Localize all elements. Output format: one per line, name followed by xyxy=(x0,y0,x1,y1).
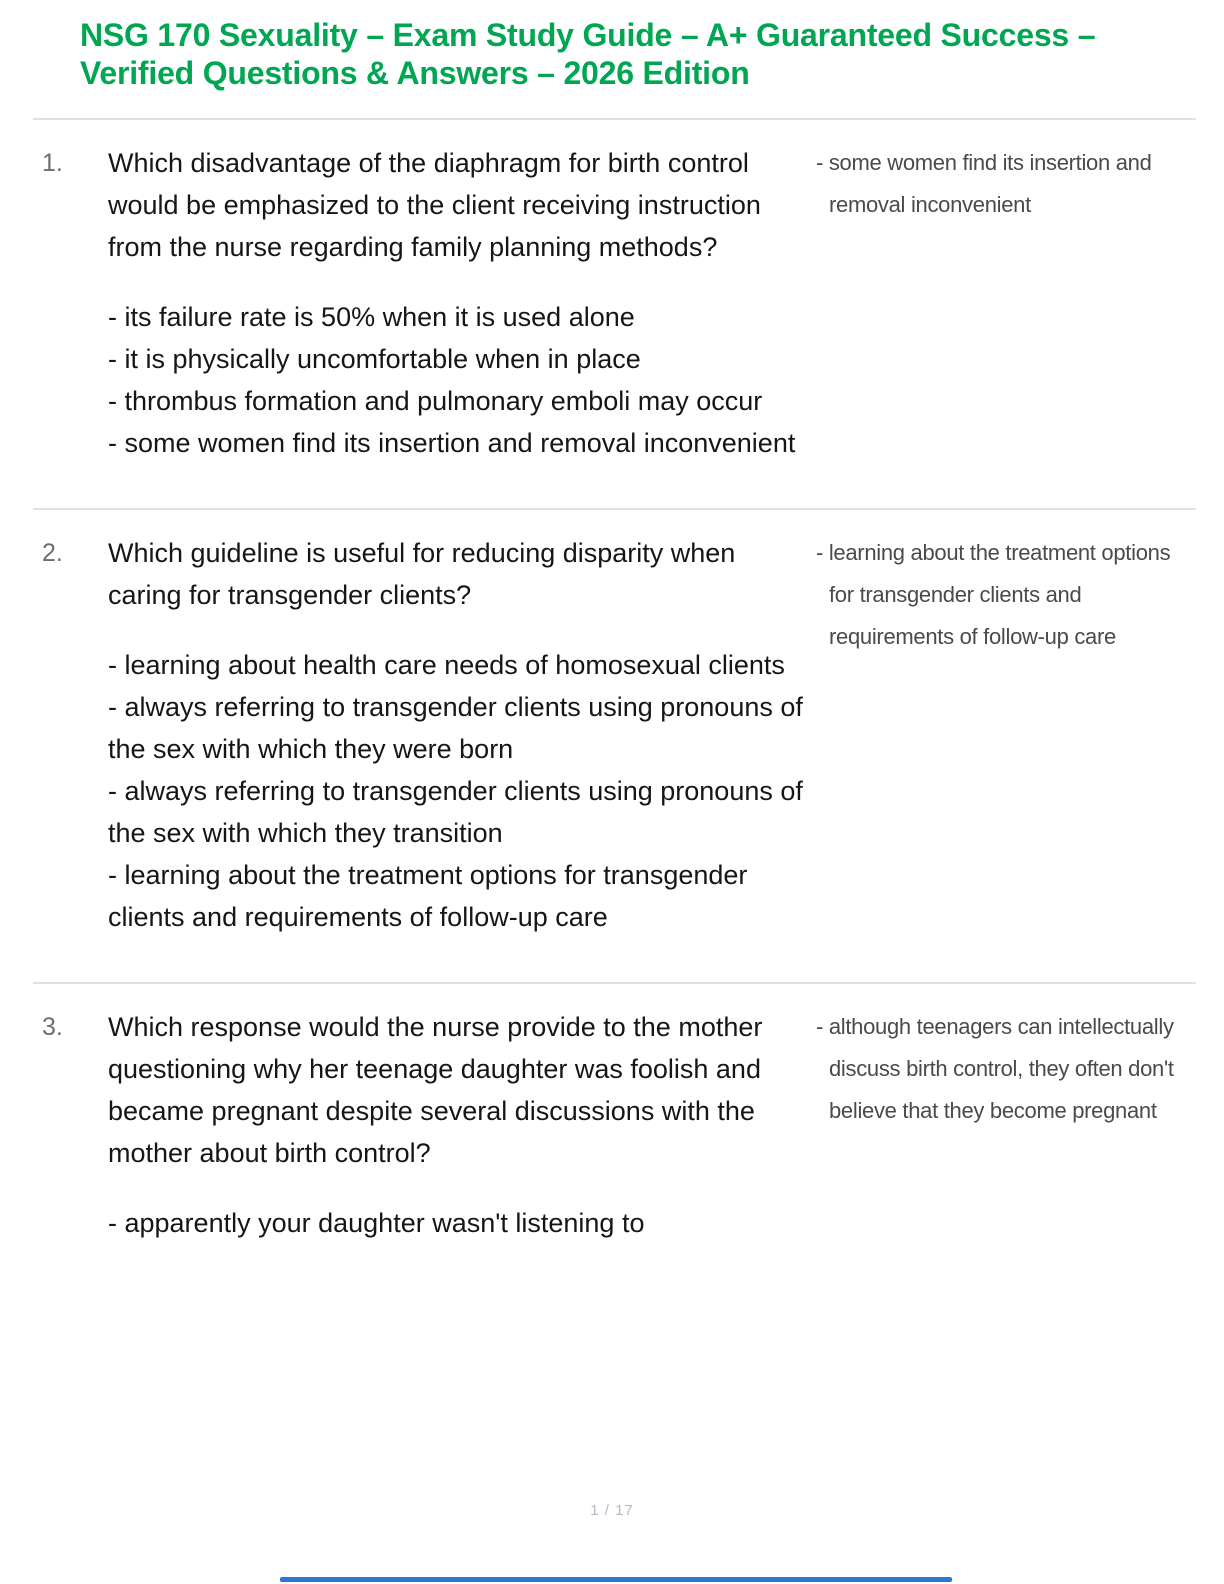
option: - thrombus formation and pulmonary emboli may occur xyxy=(108,386,763,416)
option: - always referring to transgender clients using pronouns of the sex with which they transition xyxy=(108,776,803,848)
question-column xyxy=(108,532,806,938)
options-list xyxy=(108,296,806,464)
option: - apparently your daughter wasn't listening to xyxy=(108,1208,645,1238)
question-number: 2. xyxy=(42,539,63,567)
option: - learning about health care needs of homosexual clients xyxy=(108,650,785,680)
answer-column xyxy=(816,142,1200,226)
question-text: Which disadvantage of the diaphragm for birth control would be emphasized to the client receiving instruction from the nurse regarding family planning methods? xyxy=(108,148,761,262)
question-column xyxy=(108,1006,806,1244)
answer-text: - learning about the treatment options for transgender clients and requirements of follow-up care xyxy=(816,540,1171,649)
question-block-2 xyxy=(42,510,1224,956)
question-number: 1. xyxy=(42,149,63,177)
option: - its failure rate is 50% when it is used alone xyxy=(108,302,635,332)
options-list xyxy=(108,644,806,938)
question-text: Which response would the nurse provide to the mother questioning why her teenage daughter was foolish and became pregnant despite several discussions with the mother about birth control? xyxy=(108,1012,763,1168)
option: - some women find its insertion and removal inconvenient xyxy=(108,428,796,458)
answer-column xyxy=(816,532,1200,658)
answer-column xyxy=(816,1006,1200,1132)
question-number: 3. xyxy=(42,1013,63,1041)
option: - always referring to transgender clients using pronouns of the sex with which they were born xyxy=(108,692,803,764)
page-title: NSG 170 Sexuality – Exam Study Guide – A+ Guaranteed Success – Verified Questions & Answers – 2026 Edition xyxy=(80,17,1096,91)
page-indicator: 1 / 17 xyxy=(590,1502,634,1519)
question-block-3 xyxy=(42,984,1224,1262)
options-list xyxy=(108,1202,806,1244)
answer-text: - although teenagers can intellectually discuss birth control, they often don't believe that they become pregnant xyxy=(816,1014,1174,1123)
option: - learning about the treatment options for transgender clients and requirements of follow-up care xyxy=(108,860,748,932)
question-block-1 xyxy=(42,120,1224,482)
option: - it is physically uncomfortable when in place xyxy=(108,344,641,374)
page-progress-bar xyxy=(280,1577,952,1582)
question-text: Which guideline is useful for reducing disparity when caring for transgender clients? xyxy=(108,538,736,610)
question-column xyxy=(108,142,806,464)
answer-text: - some women find its insertion and removal inconvenient xyxy=(816,150,1152,217)
